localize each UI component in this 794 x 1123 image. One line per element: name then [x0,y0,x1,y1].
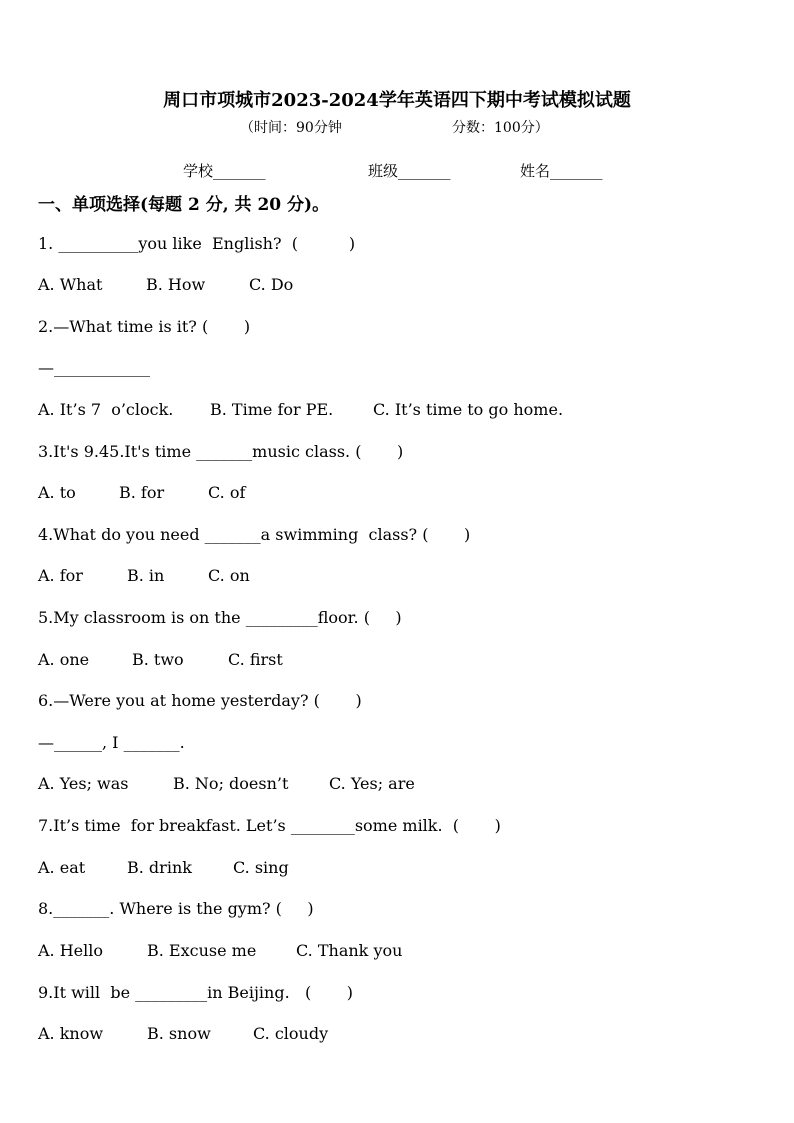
option-c: C. of [208,483,246,502]
option-b: B. No; doesn’t [173,774,289,793]
option-c: C. cloudy [253,1024,329,1043]
question-1: 1. __________you like English? ( ) [38,234,356,253]
option-b: B. Time for PE. [210,400,334,419]
option-a: A. know [38,1024,104,1043]
question-5: 5.My classroom is on the _________floor. ( ) [38,608,402,627]
score-info: 分数：100分） [452,120,549,136]
option-b: B. two [132,650,184,669]
class-field: 班级_______ [368,162,451,180]
option-a: A. Hello [38,941,104,960]
answer-line: —______, I _______. [38,733,185,752]
question-9: 9.It will be _________in Beijing. ( ) [38,983,354,1002]
question-8: 8._______. Where is the gym? ( ) [38,899,314,918]
option-a: A. eat [38,858,86,877]
option-a: A. one [38,650,90,669]
option-c: C. Yes; are [329,774,415,793]
option-b: B. snow [147,1024,211,1043]
option-b: B. How [146,275,206,294]
option-b: B. drink [127,858,192,877]
option-c: C. Thank you [296,941,403,960]
school-field: 学校_______ [183,162,266,180]
option-c: C. It’s time to go home. [373,400,564,419]
option-b: B. for [119,483,165,502]
option-b: B. Excuse me [147,941,257,960]
question-2: 2.—What time is it? ( ) [38,317,251,336]
question-4: 4.What do you need _______a swimming class? ( ) [38,525,471,544]
question-3: 3.It's 9.45.It's time _______music class. ( ) [38,442,404,461]
question-6: 6.—Were you at home yesterday? ( ) [38,691,362,710]
time-info: （时间：90分钟 [240,120,342,136]
option-a: A. to [38,483,76,502]
option-a: A. What [38,275,103,294]
option-c: C. Do [249,275,294,294]
option-a: A. for [38,566,83,585]
name-field: 姓名_______ [520,162,603,180]
answer-line: —____________ [38,358,150,377]
option-a: A. It’s 7 o’clock. [38,400,174,419]
option-a: A. Yes; was [38,774,129,793]
option-b: B. in [127,566,165,585]
option-c: C. on [208,566,250,585]
exam-title: 周口市项城市2023-2024学年英语四下期中考试模拟试题 [163,90,631,111]
option-c: C. first [228,650,283,669]
question-7: 7.It’s time for breakfast. Let’s ________some milk. ( ) [38,816,501,835]
section-heading: 一、单项选择(每题 2 分, 共 20 分)。 [38,195,330,215]
option-c: C. sing [233,858,289,877]
